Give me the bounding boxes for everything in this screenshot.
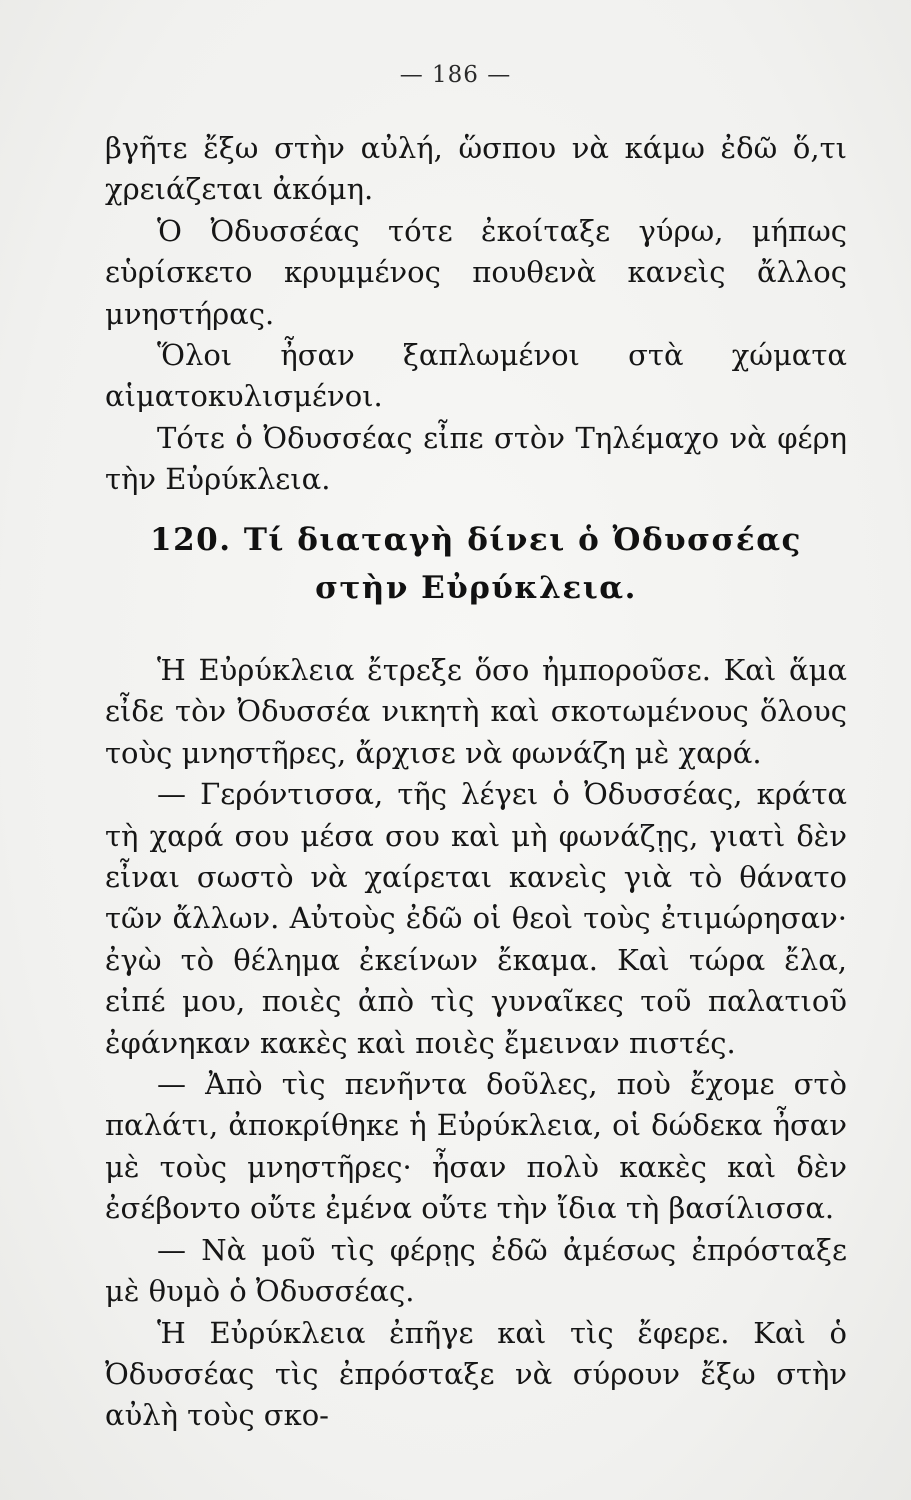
text-block-top: [105, 128, 847, 501]
paragraph: — Γερόντισσα, τῆς λέγει ὁ Ὀδυσσέας, κράτα τὴ χαρά σου μέσα σου καὶ μὴ φωνάζῃς, γιατὶ δὲν εἶναι σωστὸ νὰ χαίρεται κανεὶς γιὰ τὸ θάνατο τῶν ἄλλων. Αὐτοὺς ἐδῶ οἱ θεοὶ τοὺς ἐτιμώρησαν· ἐγὼ τὸ θέλημα ἐκείνων ἔκαμα. Καὶ τώρα ἔλα, εἰπέ μου, ποιὲς ἀπὸ τὶς γυναῖκες τοῦ παλατιοῦ ἐφάνηκαν κακὲς καὶ ποιὲς ἔμειναν πιστές.: [105, 777, 847, 1060]
section-heading-line-1: 120. Τί διαταγὴ δίνει ὁ Ὀδυσσέας: [150, 522, 802, 558]
page-number: — 186 —: [399, 62, 512, 88]
text-block-bottom: [105, 650, 847, 1437]
paragraph: Ἡ Εὐρύκλεια ἔτρεξε ὅσο ἠμποροῦσε. Καὶ ἅμα εἶδε τὸν Ὀδυσσέα νικητὴ καὶ σκοτωμένους ὅλους τοὺς μνηστῆρες, ἄρχισε νὰ φωνάζη μὲ χαρά.: [105, 653, 847, 770]
paragraph: — Νὰ μοῦ τὶς φέρῃς ἐδῶ ἀμέσως ἐπρόσταξε μὲ θυμὸ ὁ Ὀδυσσέας.: [105, 1232, 847, 1309]
paragraph: Ὁ Ὀδυσσέας τότε ἐκοίταξε γύρω, μήπως εὑρίσκετο κρυμμένος πουθενὰ κανεὶς ἄλλος μνηστήρας.: [105, 213, 847, 331]
section-heading-line-2: στὴν Εὐρύκλεια.: [315, 570, 637, 606]
paragraph: Τότε ὁ Ὀδυσσέας εἶπε στὸν Τηλέμαχο νὰ φέρη τὴν Εὐρύκλεια.: [105, 420, 847, 497]
paragraph: βγῆτε ἔξω στὴν αὐλή, ὥσπου νὰ κάμω ἐδῶ ὅ,τι χρειάζεται ἀκόμη.: [105, 131, 847, 207]
paragraph: Ἡ Εὐρύκλεια ἐπῆγε καὶ τὶς ἔφερε. Καὶ ὁ Ὀδυσσέας τὶς ἐπρόσταξε νὰ σύρουν ἔξω στὴν αὐλὴ τοὺς σκο-: [105, 1315, 847, 1433]
paragraph: — Ἀπὸ τὶς πενῆντα δοῦλες, ποὺ ἔχομε στὸ παλάτι, ἀποκρίθηκε ἡ Εὐρύκλεια, οἱ δώδεκα ἦσαν μὲ τοὺς μνηστῆρες· ἦσαν πολὺ κακὲς καὶ δὲν ἐσέβοντο οὔτε ἐμένα οὔτε τὴν ἴδια τὴ βασίλισσα.: [105, 1067, 847, 1226]
paragraph: Ὅλοι ἦσαν ξαπλωμένοι στὰ χώματα αἱματοκυλισμένοι.: [105, 338, 847, 414]
section-heading: [105, 516, 847, 612]
